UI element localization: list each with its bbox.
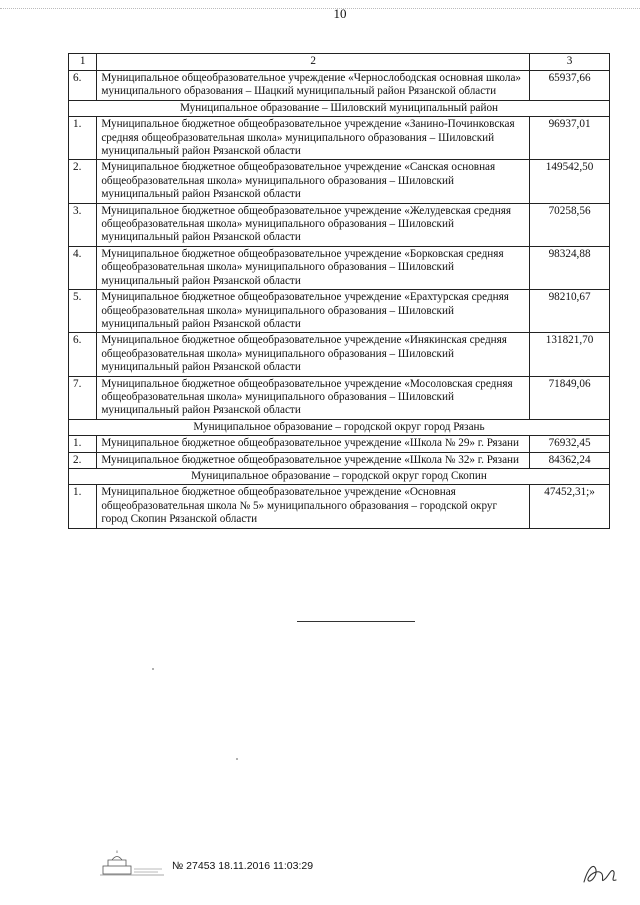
row-number: 5. — [69, 290, 97, 333]
section-title: Муниципальное образование – городской округ город Рязань — [69, 419, 610, 435]
row-number: 4. — [69, 246, 97, 289]
page-number: 10 — [333, 6, 347, 21]
row-number: 1. — [69, 436, 97, 452]
institution-name: Муниципальное бюджетное общеобразовательное учреждение «Борковская средняя общеобразовательная школа» муниципального образования – Шиловский муниципальный район Рязанской области — [97, 246, 530, 289]
amount: 98210,67 — [530, 290, 610, 333]
allocation-table — [68, 53, 610, 529]
table-row — [69, 203, 610, 246]
section-header-row — [69, 468, 610, 484]
table-row — [69, 290, 610, 333]
institution-name: Муниципальное бюджетное общеобразовательное учреждение «Школа № 32» г. Рязани — [97, 452, 530, 468]
scan-speck — [236, 758, 238, 760]
section-header-row — [69, 100, 610, 116]
row-number: 7. — [69, 376, 97, 419]
table-row — [69, 436, 610, 452]
institution-name: Муниципальное бюджетное общеобразовательное учреждение «Основная общеобразовательная школа № 5» муниципального образования – городской округ город Скопин Рязанской области — [97, 485, 530, 528]
table-row — [69, 160, 610, 203]
end-rule — [297, 621, 415, 622]
table-row — [69, 333, 610, 376]
amount: 98324,88 — [530, 246, 610, 289]
amount: 131821,70 — [530, 333, 610, 376]
row-number: 6. — [69, 71, 97, 101]
institution-name: Муниципальное бюджетное общеобразовательное учреждение «Санская основная общеобразовательная школа» муниципального образования – Шиловский муниципальный район Рязанской области — [97, 160, 530, 203]
table-row — [69, 246, 610, 289]
row-number: 2. — [69, 452, 97, 468]
column-header-2: 2 — [97, 54, 530, 71]
institution-name: Муниципальное бюджетное общеобразовательное учреждение «Занино-Починковская средняя общеобразовательная школа» муниципального образования – Шиловский муниципальный район Рязанской области — [97, 117, 530, 160]
institution-name: Муниципальное бюджетное общеобразовательное учреждение «Желудевская средняя общеобразовательная школа» муниципального образования – Шиловский муниципальный район Рязанской области — [97, 203, 530, 246]
table-row — [69, 117, 610, 160]
column-header-3: 3 — [530, 54, 610, 71]
government-stamp-icon — [98, 850, 168, 878]
amount: 84362,24 — [530, 452, 610, 468]
table-row — [69, 485, 610, 528]
institution-name: Муниципальное бюджетное общеобразовательное учреждение «Инякинская средняя общеобразовательная школа» муниципального образования – Шиловский муниципальный район Рязанской области — [97, 333, 530, 376]
amount: 76932,45 — [530, 436, 610, 452]
section-title: Муниципальное образование – городской округ город Скопин — [69, 468, 610, 484]
row-number: 2. — [69, 160, 97, 203]
amount: 96937,01 — [530, 117, 610, 160]
row-number: 1. — [69, 117, 97, 160]
institution-name: Муниципальное бюджетное общеобразовательное учреждение «Мосоловская средняя общеобразовательная школа» муниципального образования – Шиловский муниципальный район Рязанской области — [97, 376, 530, 419]
table-row — [69, 71, 610, 101]
row-number: 3. — [69, 203, 97, 246]
column-header-1: 1 — [69, 54, 97, 71]
amount: 149542,50 — [530, 160, 610, 203]
amount: 70258,56 — [530, 203, 610, 246]
row-number: 6. — [69, 333, 97, 376]
table-body — [69, 54, 610, 529]
amount: 47452,31;» — [530, 485, 610, 528]
table-row — [69, 452, 610, 468]
document-registration-id: № 27453 18.11.2016 11:03:29 — [172, 860, 314, 872]
institution-name: Муниципальное общеобразовательное учреждение «Чернослободская основная школа» муниципального образования – Шацкий муниципальный район Рязанской области — [97, 71, 530, 101]
column-number-row — [69, 54, 610, 71]
amount: 71849,06 — [530, 376, 610, 419]
scan-speck — [152, 668, 154, 670]
section-header-row — [69, 419, 610, 435]
signature-icon — [580, 858, 620, 888]
section-title: Муниципальное образование – Шиловский муниципальный район — [69, 100, 610, 116]
institution-name: Муниципальное бюджетное общеобразовательное учреждение «Ерахтурская средняя общеобразовательная школа» муниципального образования – Шиловский муниципальный район Рязанской области — [97, 290, 530, 333]
row-number: 1. — [69, 485, 97, 528]
institution-name: Муниципальное бюджетное общеобразовательное учреждение «Школа № 29» г. Рязани — [97, 436, 530, 452]
table-row — [69, 376, 610, 419]
amount: 65937,66 — [530, 71, 610, 101]
